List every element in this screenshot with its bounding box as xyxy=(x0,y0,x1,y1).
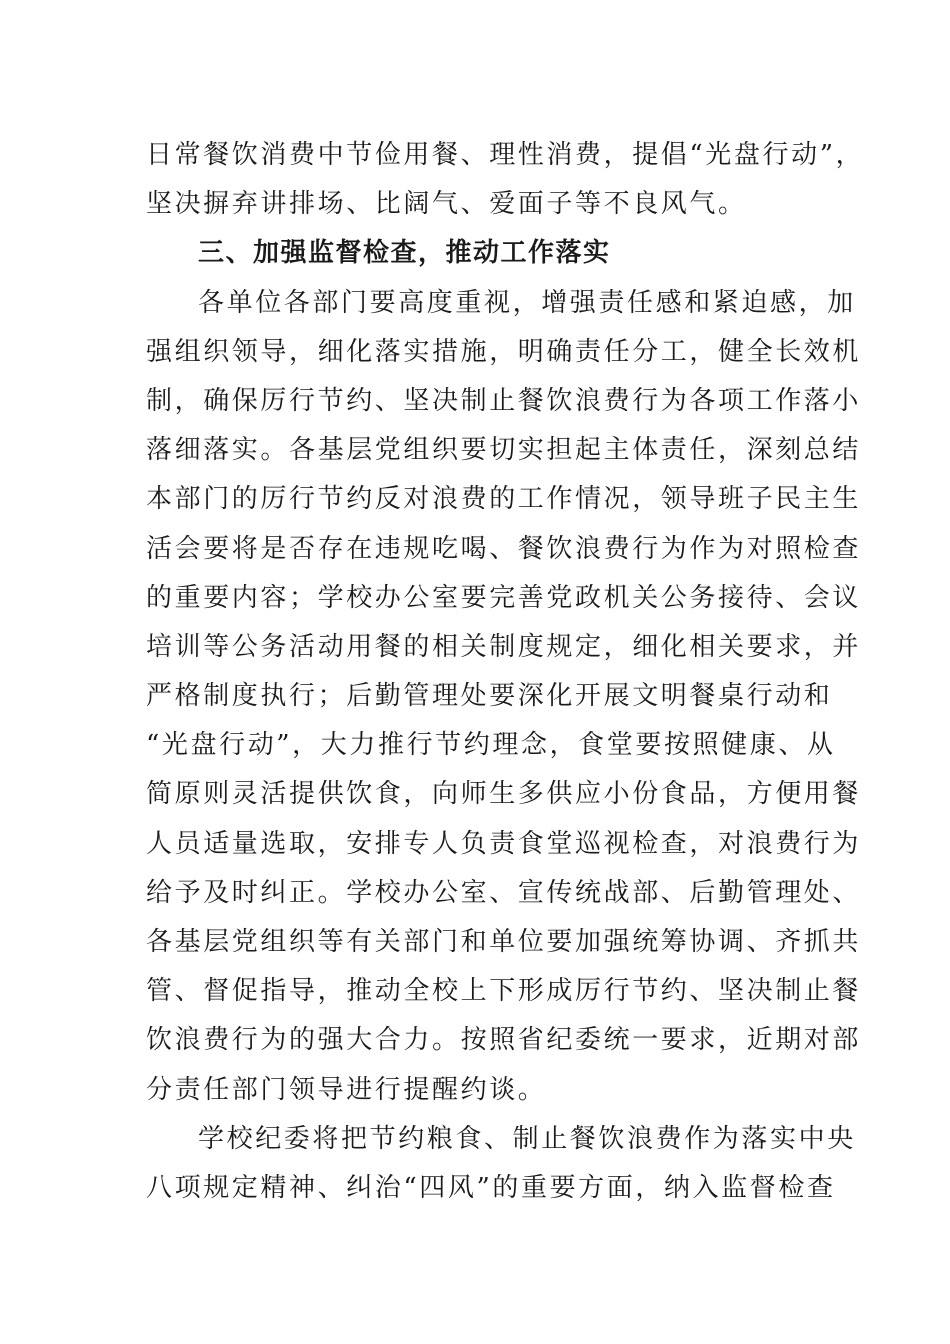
body-line: 简原则灵活提供饮食，向师生多供应小份食品，方便用餐 xyxy=(146,779,862,810)
body-line: 强组织领导，细化落实措施，明确责任分工，健全长效机 xyxy=(146,336,862,367)
body-line: 各基层党组织等有关部门和单位要加强统筹协调、齐抓共 xyxy=(146,927,862,957)
body-line: 严格制度执行；后勤管理处要深化开展文明餐桌行动和 xyxy=(146,681,833,712)
body-line: 坚决摒弃讲排场、比阔气、爱面子等不良风气。 xyxy=(146,189,747,220)
body-line: 分责任部门领导进行提醒约谈。 xyxy=(146,1074,547,1105)
body-line: 人员适量选取，安排专人负责食堂巡视检查，对浪费行为 xyxy=(146,828,862,859)
body-line: 活会要将是否存在违规吃喝、餐饮浪费行为作为对照检查 xyxy=(146,533,862,564)
paragraph-first-line: 学校纪委将把节约粮食、制止餐饮浪费作为落实中央 xyxy=(198,1123,856,1154)
paragraph-first-line: 各单位各部门要高度重视，增强责任感和紧迫感，加 xyxy=(198,287,856,318)
body-line: 饮浪费行为的强大合力。按照省纪委统一要求，近期对部 xyxy=(146,1025,862,1056)
body-line: 本部门的厉行节约反对浪费的工作情况，领导班子民主生 xyxy=(146,484,862,515)
body-line: 培训等公务活动用餐的相关制度规定，细化相关要求，并 xyxy=(146,631,862,662)
body-line: 给予及时纠正。学校办公室、宣传统战部、后勤管理处、 xyxy=(146,877,862,908)
body-line: 落细落实。各基层党组织要切实担起主体责任，深刻总结 xyxy=(146,435,862,466)
body-line: 八项规定精神、纠治“四风”的重要方面，纳入监督检查 xyxy=(146,1172,836,1203)
body-line: 的重要内容；学校办公室要完善党政机关公务接待、会议 xyxy=(146,582,862,613)
section-heading: 三、加强监督检查，推动工作落实 xyxy=(198,238,611,269)
body-line: 制，确保厉行节约、坚决制止餐饮浪费行为各项工作落小 xyxy=(146,385,862,416)
body-line: “光盘行动”，大力推行节约理念，食堂要按照健康、从 xyxy=(146,730,836,761)
body-line: 日常餐饮消费中节俭用餐、理性消费，提倡“光盘行动”， xyxy=(146,140,865,170)
body-line: 管、督促指导，推动全校上下形成厉行节约、坚决制止餐 xyxy=(146,976,862,1007)
document-body xyxy=(146,131,865,1213)
